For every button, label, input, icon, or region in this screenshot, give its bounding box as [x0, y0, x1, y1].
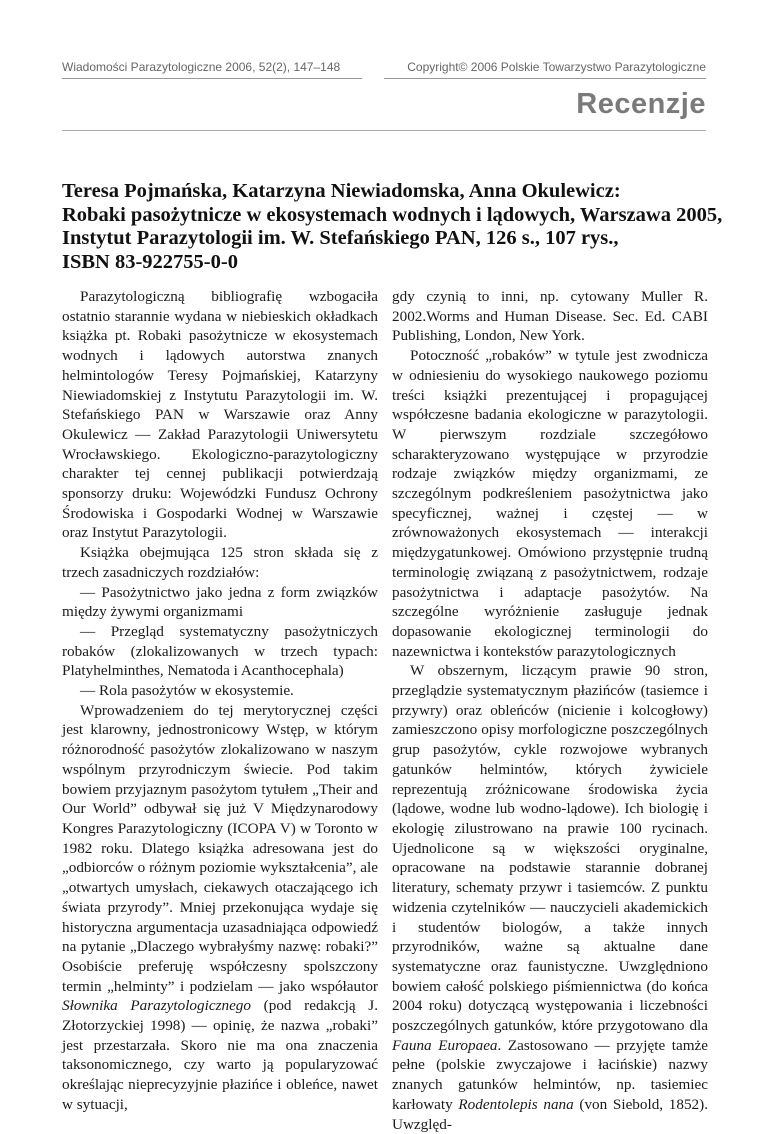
paragraph: gdy czynią to inni, np. cytowany Muller R. 2002.Worms and Human Disease. Sec. Ed. CABI Publishing, London, New York. [392, 288, 708, 345]
paragraph-text: (von Siebold, 1852). Uwzględ- [392, 1095, 708, 1133]
section-divider [62, 130, 706, 131]
title-line-book: Robaki pasożytnicze w ekosystemach wodnych i lądowych, Warszawa 2005, [62, 203, 723, 226]
section-title: Recenzje [576, 88, 706, 120]
paragraph: Książka obejmująca 125 stron składa się z trzech zasadniczych rozdziałów: [62, 544, 378, 581]
paragraph: Parazytologiczną bibliografię wzbogaciła ostatnio starannie wydana w niebieskich okładkach książka pt. Robaki pasożytnicze w ekosystemach wodnych i lądowych autorstwa znanych helmintologów Teresy Pojmańskiej, Katarzyny Niewiadomskiej z Instytutu Parazytologii im. W. Stefańskiego PAN w Warszawie oraz Anny Okulewicz — Zakład Parazytologii Uniwersytetu Wrocławskiego. Ekologiczno-parazytologiczny charakter tej cennej publikacji potwierdzają sponsorzy druku: Wojewódzki Fundusz Ochrony Środowiska i Gospodarki Wodnej w Warszawie oraz Instytut Parazytologii. [62, 288, 378, 542]
italic-species: Rodentolepis nana [458, 1095, 574, 1113]
title-line-isbn: ISBN 83-922755-0-0 [62, 250, 238, 273]
title-line-authors: Teresa Pojmańska, Katarzyna Niewiadomska, Anna Okulewicz: [62, 180, 621, 202]
journal-citation: Wiadomości Parazytologiczne 2006, 52(2), 147–148 [62, 56, 362, 79]
right-column [392, 287, 708, 1134]
article-title [62, 180, 723, 274]
left-column [62, 287, 378, 1115]
paragraph: Potoczność „robaków” w tytule jest zwodnicza w odniesieniu do wysokiego naukowego poziomu treści książki prezentującej i propagującej współczesne badania ekologiczne w parazytologii. W pierwszym rozdziale szczegółowo scharakteryzowano występujące w przyrodzie rodzaje związków między organizmami, ze szczególnym podkreśleniem pasożytnictwa jako specyficznej, ważnej i częstej — w zrównoważonych ekosystemach — interakcji międzygatunkowej. Omówiono przystępnie trudną terminologię związaną z pasożytnictwem, rodzaje pasożytnictwa i adaptacje pasożytów. Na szczególne wyróżnienie zasługuje jednak dopasowanie ekologicznej terminologii do nazewnictwa i kontekstów parazytologicznych [392, 347, 708, 660]
paragraph-text: . Zastosowano — przyjęte tamże pełne (polskie zwyczajowe i łacińskie) nazwy znanych gatunków helmintów, np. tasiemiec karłowaty [392, 1036, 708, 1113]
paragraph-text: Wprowadzeniem do tej merytorycznej części jest klarowny, jednostronicowy Wstęp, w którym różnorodność pasożytów zlokalizowano w naszym wspólnym przyrodniczym świecie. Pod takim bowiem przyjaznym pasożytom tytułem „Their and Our World” odbywał się już V Międzynarodowy Kongres Parazytologiczny (ICOPA V) w Toronto w 1982 roku. Dlatego książka adresowana jest do „odbiorców o różnym poziomie wykształcenia”, ale „otwartych umysłach, ciekawych otaczającego ich świata przyrody”. Mniej przekonująca wydaje się historyczna argumentacja uzasadniająca odpowiedź na pytanie „Dlaczego wybrałyśmy nazwę: robaki?” Osobiście preferuję współczesny spolszczony termin „helminty” i podzielam — jako współautor [62, 701, 378, 995]
paragraph-text: (pod redakcją J. Złotorzyckiej 1998) — opinię, że nazwa „robaki” jest przestarzała. Skoro nie ma ona znaczenia taksonomicznego, czy warto ją popularyzować określając nieprecyzyjnie płazińce i obleńce, nawet w sytuacji, [62, 997, 378, 1113]
italic-title: Słownika Parazytologicznego [62, 997, 251, 1015]
paragraph [62, 701, 378, 1115]
copyright-notice: Copyright© 2006 Polskie Towarzystwo Parazytologiczne [384, 56, 706, 79]
chapter-list-item: — Pasożytnictwo jako jedna z form związków między żywymi organizmami [62, 583, 378, 621]
chapter-list-item: — Przegląd systematyczny pasożytniczych robaków (zlokalizowanych w trzech typach: Platyhelminthes, Nematoda i Acanthocephala) [62, 622, 378, 680]
title-line-publisher: Instytut Parazytologii im. W. Stefańskiego PAN, 126 s., 107 rys., [62, 227, 619, 249]
paragraph-text: W obszernym, liczącym prawie 90 stron, przeglądzie systematycznym płazińców (tasiemce i przywry) oraz obleńców (nicienie i kolcogłowy) zamieszczono opisy morfologiczne poszczególnych grup pasożytów, cykle rozwojowe wybranych gatunków helmintów, których żywiciele reprezentują zróżnicowane środowiska życia (lądowe, wodne lub wodno-lądowe). Ich biologię i ekologię zilustrowano na prawie 100 rycinach. Ujednolicone są w większości oryginalne, opracowane na podstawie starannie dobranej literatury, schematy przywr i tasiemców. Z punktu widzenia czytelników — nauczycieli akademickich i studentów biologów, a także innych przyrodników, ważne są aktualne dane systematyczne oraz faunistyczne. Uwzględniono bowiem całość polskiego piśmiennictwa (do końca 2004 roku) dotyczącą występowania i liczebności poszczególnych gatunków, które przygotowano dla [392, 662, 708, 1035]
italic-title: Fauna Europaea [392, 1036, 498, 1054]
running-header [0, 0, 768, 90]
paragraph [392, 661, 708, 1134]
chapter-list-item: — Rola pasożytów w ekosystemie. [80, 682, 294, 700]
